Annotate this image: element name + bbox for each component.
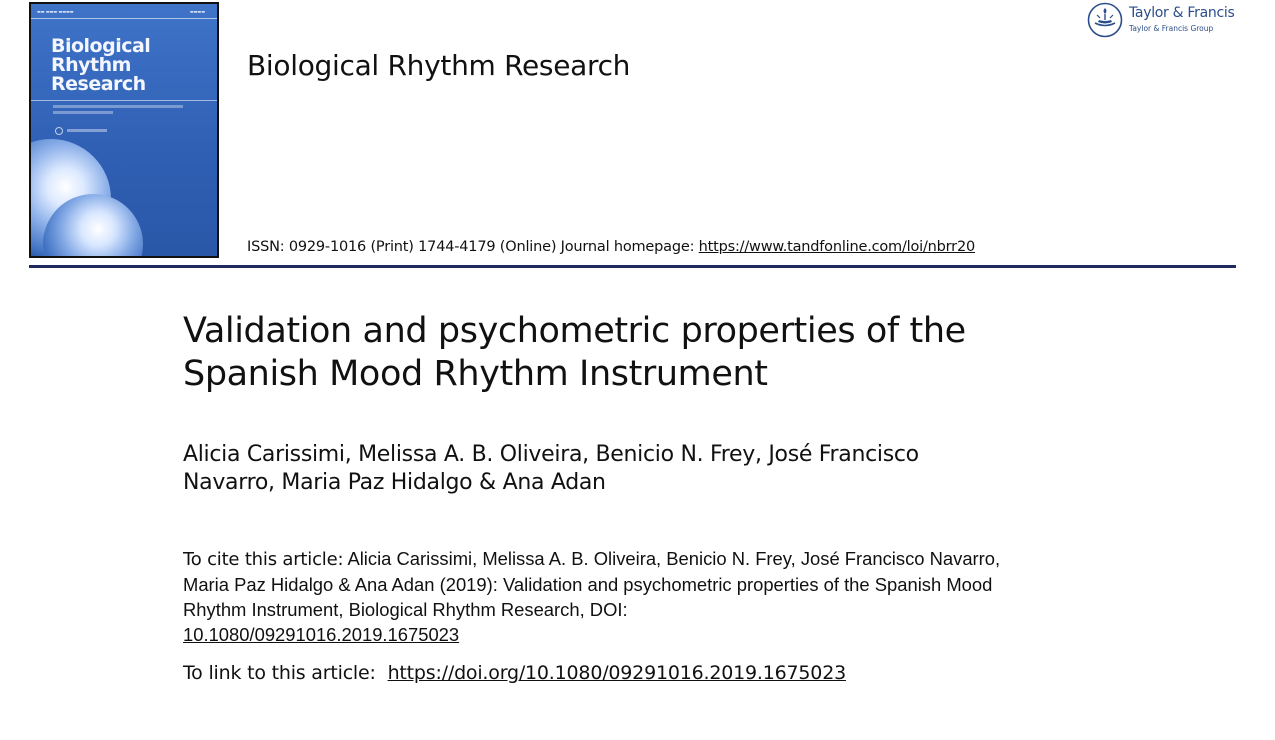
header-divider xyxy=(29,265,1236,268)
citation-block xyxy=(183,546,1003,647)
cover-title: Biological Rhythm Research xyxy=(51,35,151,95)
publisher-group: Taylor & Francis Group xyxy=(1129,24,1214,33)
journal-cover-image xyxy=(29,2,219,258)
article-doi-link[interactable]: https://doi.org/10.1080/09291016.2019.1675023 xyxy=(387,662,846,684)
article-link-line xyxy=(183,662,846,684)
article-authors: Alicia Carissimi, Melissa A. B. Oliveira, Benicio N. Frey, José Francisco Navarro, Maria Paz Hidalgo & Ana Adan xyxy=(183,442,919,495)
issn-line xyxy=(247,239,975,255)
lamp-logo-icon xyxy=(1087,2,1123,38)
link-label: To link to this article: xyxy=(183,662,376,684)
journal-homepage-link[interactable]: https://www.tandfonline.com/loi/nbrr20 xyxy=(698,239,975,255)
issn-text: ISSN: 0929-1016 (Print) 1744-4179 (Online) Journal homepage: xyxy=(247,239,695,255)
cover-small-print: ▬▬ ▬▬▬ ▬▬▬▬ xyxy=(37,9,74,14)
cover-small-print-right: ▬▬▬▬ xyxy=(189,9,205,14)
citation-doi-link[interactable]: 10.1080/09291016.2019.1675023 xyxy=(183,624,460,645)
journal-title[interactable]: Biological Rhythm Research xyxy=(247,49,631,82)
article-title: Validation and psychometric properties of the Spanish Mood Rhythm Instrument xyxy=(183,311,966,394)
citation-label: To cite this article: xyxy=(183,549,344,570)
cover-publisher-mark xyxy=(55,122,115,130)
publisher-logo[interactable] xyxy=(1087,2,1247,40)
citation-text: Alicia Carissimi, Melissa A. B. Oliveira, Benicio N. Frey, José Francisco Navarro, Maria Paz Hidalgo & Ana Adan (2019): Validation and psychometric properties of the Spanish Mood Rhythm Instrument, Biological Rhythm Research, DOI: xyxy=(183,548,1001,620)
publisher-name: Taylor & Francis xyxy=(1129,5,1235,21)
